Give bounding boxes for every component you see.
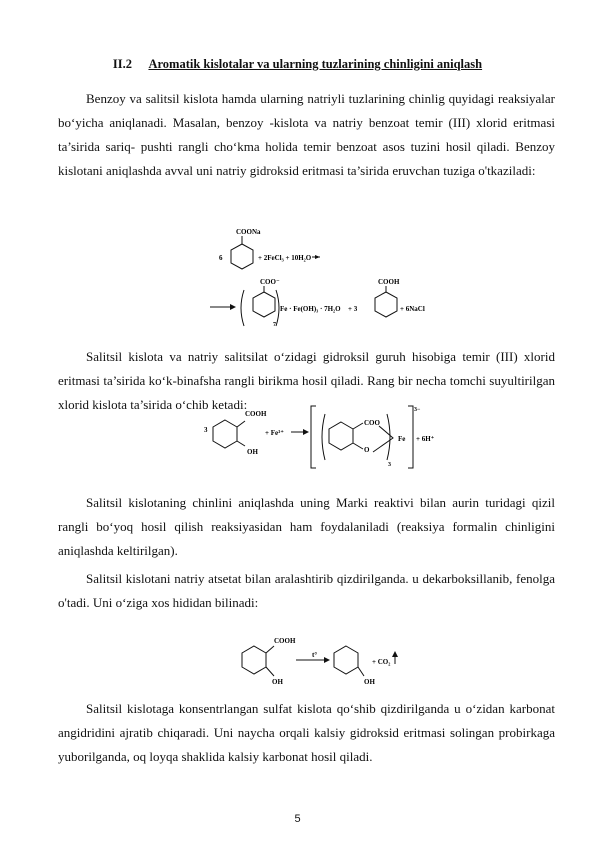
hydroxyl-label: OH — [272, 678, 283, 686]
benzene-ring — [231, 244, 253, 269]
benzene-ring — [329, 422, 353, 450]
iron-hydroxide-label: Fe · Fe(OH)₃ · 7H₂O — [280, 305, 341, 313]
section-title: Aromatik kislotalar va ularning tuzlarining chinligini aniqlash — [148, 57, 483, 71]
subscript: 3 — [388, 462, 391, 468]
paragraph-salicylic-acid: Salitsil kislota va natriy salitsilat o‘zidagi gidroksil guruh hisobiga temir (III) xlorid eritmasi ta’sirida ko‘k-binafsha rangli birikma hosil qiladi. Rang bir necha tomchi suyultirilgan xlorid kislota ta’sirida o‘chib ketadi: — [58, 349, 555, 412]
coefficient: 6 — [219, 254, 223, 262]
product-group-label: COO⁻ — [260, 278, 280, 286]
carbon-dioxide-label: + CO₂ — [372, 658, 391, 666]
iron-label: Fe — [398, 435, 406, 443]
complex-charge: 3− — [414, 407, 421, 413]
complex-carboxylate-label: COO — [364, 419, 380, 427]
acid-group-label: COOH — [378, 278, 400, 286]
paragraph-sulfuric-acid: Salitsil kislotaga konsentrlangan sulfat kislota qo‘shib qizdirilganda u o‘zidan karbonat angidridini ajratib chiqaradi. Uni naycha orqali kalsiy gidroksid eritmasi solingan probirkaga yuborilganda, oq loyqa shaklida kalsiy karbonat hosil qiladi. — [58, 701, 555, 764]
page-number: 5 — [294, 813, 301, 825]
benzene-ring — [253, 292, 275, 317]
paragraph-marki-reaction: Salitsil kislotaning chinlini aniqlashda uning Marki reaktivi bilan aurin turidagi qizil rangli bo‘yoq hosil qilish reaksiyasidan ham foydalaniladi (reaksiya formalin chinligini aniqlashda keltirilgan). — [58, 495, 555, 558]
reaction-scheme-decarboxylation — [232, 632, 412, 687]
salt-label: + 6NaCl — [400, 305, 425, 313]
carboxyl-label: COOH — [274, 637, 296, 645]
section-heading — [0, 57, 595, 72]
carboxyl-label: COOH — [245, 410, 267, 418]
paragraph-decarboxylation: Salitsil kislotani natriy atsetat bilan aralashtirib qizdirilganda. u dekarboksillanib, fenolga o'tadi. Uni o‘ziga xos hididan bilinadi: — [58, 571, 555, 610]
reagents-label: + 2FeCl₃ + 10H₂O — [258, 254, 312, 262]
section-number: II.2 — [112, 57, 133, 71]
subscript: 7 — [273, 322, 276, 328]
reaction-scheme-iron-complex — [203, 402, 443, 482]
benzene-ring — [242, 646, 266, 674]
hydroxyl-label: OH — [247, 448, 258, 456]
reagent-label: + Fe³⁺ — [265, 429, 284, 437]
paragraph-benzoic-acid: Benzoy va salitsil kislota hamda ularning natriyli tuzlarining chinlig quyidagi reaksiyalar bo‘yicha aniqlanadi. Masalan, benzoy -kislota va natriy benzoat temir (III) xlorid eritmasi ta’sirida sariq- pushti rangli cho‘kma holida temir benzoat asos tuzini hosil qiladi. Benzoy kislotani aniqlashda avval uni natriy gidroksid eritmasi ta’sirida eruvchan tuziga o'tkaziladi: — [58, 91, 555, 178]
coefficient: 3 — [204, 426, 208, 434]
complex-oxygen-label: O — [364, 446, 370, 454]
phenol-hydroxyl-label: OH — [364, 678, 375, 686]
reactant-group-label: COONa — [236, 228, 261, 236]
protons-label: + 6H⁺ — [416, 435, 435, 443]
plus-coefficient: + 3 — [348, 305, 358, 313]
benzene-ring — [213, 420, 237, 448]
benzene-ring — [375, 292, 397, 317]
reaction-scheme-benzoate — [200, 222, 440, 337]
heating-condition: t° — [312, 651, 318, 659]
benzene-ring — [334, 646, 358, 674]
